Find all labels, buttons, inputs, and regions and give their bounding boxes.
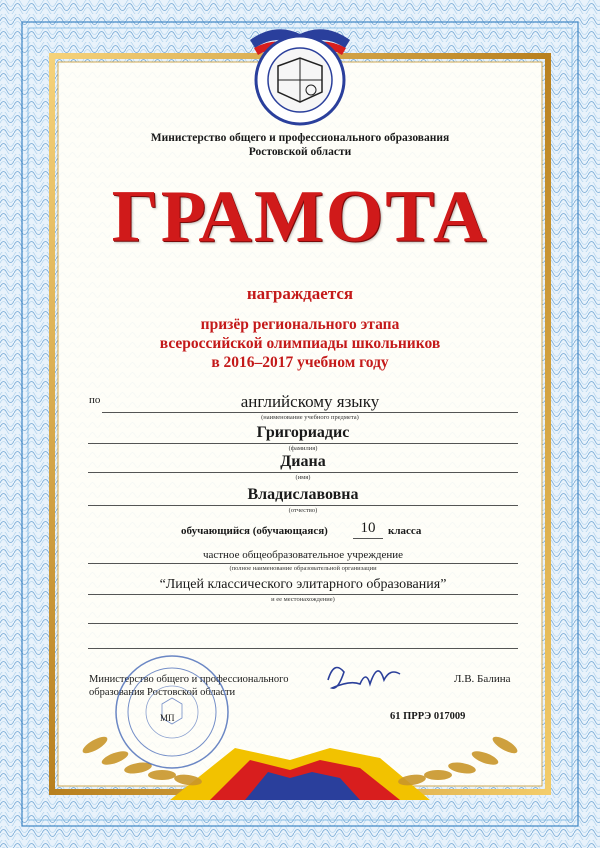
certificate-title: ГРАМОТА <box>111 176 489 258</box>
org-name-line <box>88 594 518 595</box>
signatory-name: Л.В. Балина <box>454 673 511 685</box>
grade-value: 10 <box>360 520 376 536</box>
name-value: Диана <box>280 453 326 470</box>
subject-caption: (наименование учебного предмета) <box>261 414 359 421</box>
subject-line <box>102 412 518 413</box>
grade-line <box>353 538 383 539</box>
org-caption: (полное наименование образовательной организации <box>229 565 377 572</box>
ministry-line1: Министерство общего и профессионального образования <box>150 132 450 144</box>
org-name-value: “Лицей классического элитарного образования” <box>159 577 447 592</box>
ministry-header <box>0 131 600 159</box>
handwritten-signature-icon <box>320 650 410 700</box>
patronymic-value: Владиславовна <box>247 486 359 503</box>
surname-value: Григориадис <box>256 424 350 441</box>
serial-number: 61 ПРРЭ 017009 <box>390 711 466 722</box>
prize-line1: призёр регионального этапа <box>200 316 400 333</box>
blank-line-2 <box>88 648 518 649</box>
official-stamp-icon <box>112 652 232 772</box>
org-type-line <box>88 563 518 564</box>
grade-suffix: класса <box>388 525 422 537</box>
signatory-org-line2: образования Ростовской области <box>89 687 236 698</box>
org-type-value: частное общеобразовательное учреждение <box>202 549 404 561</box>
location-caption: и ее местонахождение) <box>271 596 335 603</box>
prize-text <box>0 315 600 372</box>
surname-line <box>88 443 518 444</box>
prize-line3: в 2016–2017 учебном году <box>211 354 389 371</box>
po-label: по <box>89 394 101 406</box>
stamp-label: МП <box>160 713 175 723</box>
blank-line-1 <box>88 623 518 624</box>
patronymic-line <box>88 505 518 506</box>
name-caption: (имя) <box>295 474 311 481</box>
signatory-org-line1: Министерство общего и профессионального <box>89 674 289 685</box>
prize-line2: всероссийской олимпиады школьников <box>159 335 441 352</box>
patronymic-caption: (отчество) <box>288 507 318 514</box>
name-line <box>88 472 518 473</box>
subject-value: английскому языку <box>240 392 380 411</box>
ministry-line2: Ростовской области <box>248 146 352 158</box>
student-label: обучающийся (обучающаяся) <box>181 525 328 537</box>
awarded-label: награждается <box>246 284 354 303</box>
surname-caption: (фамилия) <box>288 445 318 452</box>
